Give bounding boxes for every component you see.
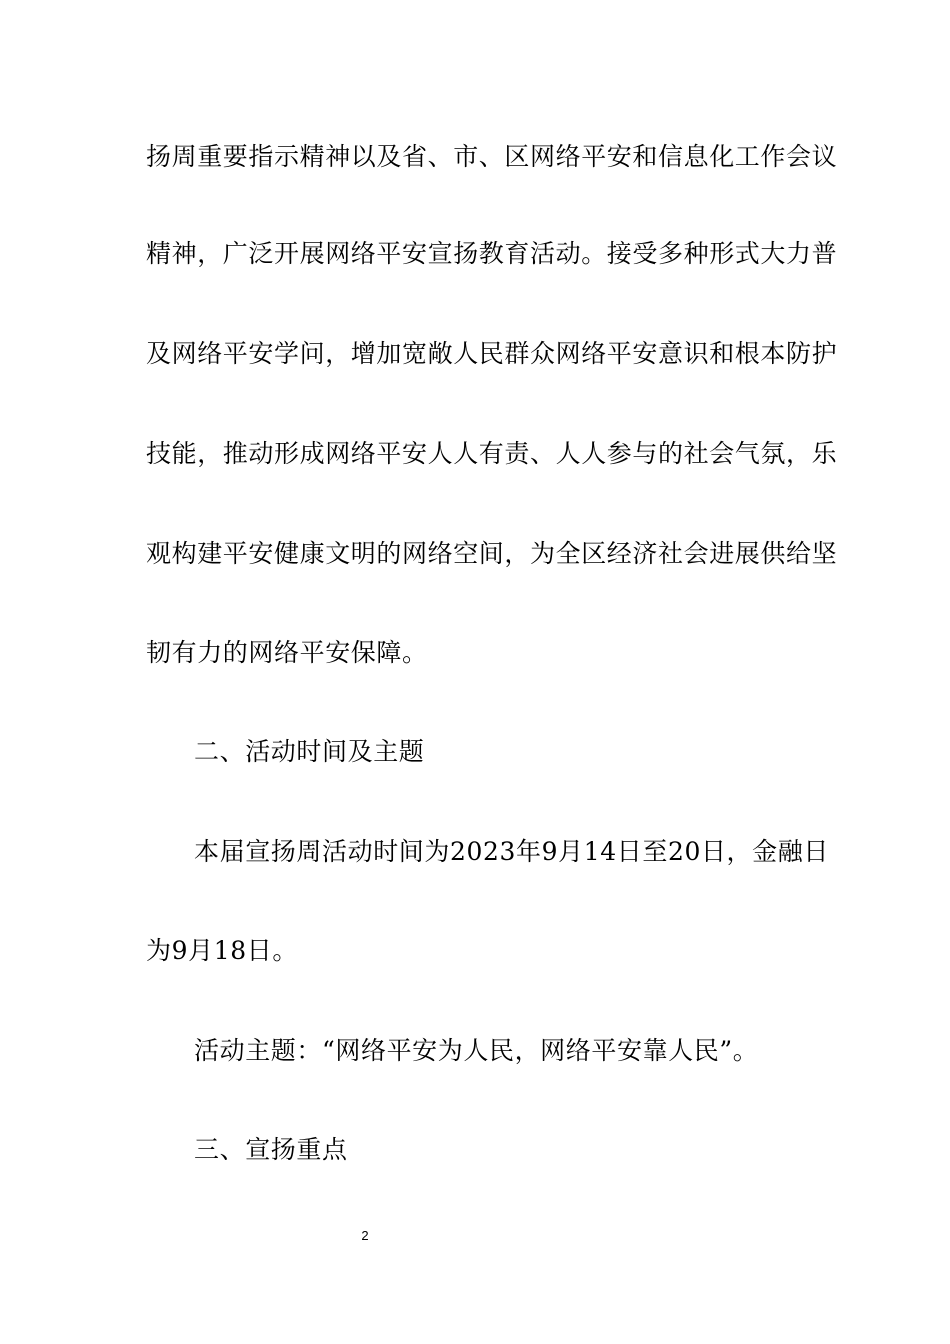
paragraph-line: 及网络平安学问，增加宽敞人民群众网络平安意识和根本防护 [146, 339, 838, 368]
paragraph-line: 技能，推动形成网络平安人人有责、人人参与的社会气氛，乐 [146, 439, 838, 468]
activity-time-line: 本届宣扬周活动时间为2023年9月14日至20日，金融日 [194, 837, 829, 866]
paragraph-line: 扬周重要指示精神以及省、市、区网络平安和信息化工作会议 [146, 142, 838, 171]
paragraph-line: 观构建平安健康文明的网络空间，为全区经济社会进展供给坚 [146, 539, 838, 568]
paragraph-line: 精神，广泛开展网络平安宣扬教育活动。接受多种形式大力普 [146, 239, 838, 268]
page-number: 2 [361, 1228, 369, 1243]
section-heading-publicity-focus: 三、宣扬重点 [194, 1135, 348, 1164]
activity-theme: 活动主题：“网络平安为人民，网络平安靠人民”。 [194, 1036, 759, 1065]
paragraph-line: 韧有力的网络平安保障。 [146, 638, 428, 667]
section-heading-activity-time-theme: 二、活动时间及主题 [194, 737, 425, 766]
activity-time-line: 为9月18日。 [146, 936, 298, 965]
